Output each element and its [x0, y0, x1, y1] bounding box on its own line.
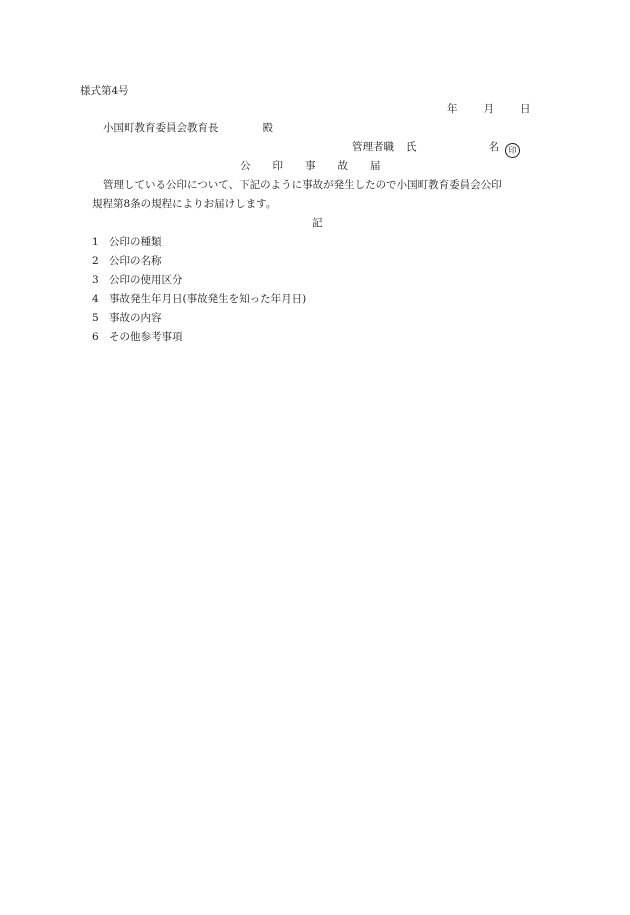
item-number: 5: [92, 312, 99, 324]
item-text: 公印の種類: [109, 236, 162, 248]
title-char: 事: [305, 160, 316, 172]
body-text-line-2: 規程第8条の規程によりお届けします。: [92, 198, 277, 210]
item-number: 4: [92, 293, 99, 305]
sender-name-label-2: 名: [488, 141, 499, 153]
list-item: [92, 294, 306, 305]
sender: [352, 142, 520, 158]
item-number: 6: [92, 331, 99, 343]
item-text: その他参考事項: [109, 331, 183, 343]
item-text: 事故の内容: [109, 312, 162, 324]
ki-heading: 記: [312, 217, 323, 229]
date-month-label: 月: [483, 103, 494, 115]
date-year-label: 年: [447, 103, 458, 115]
addressee-name: 小国町教育委員会教育長: [103, 122, 219, 134]
seal-icon: 印: [505, 143, 520, 158]
item-number: 2: [92, 255, 99, 267]
item-text: 事故発生年月日(事故発生を知った年月日): [109, 293, 307, 305]
body-text-line-1: 管理している公印について、下記のように事故が発生したので小国町教育委員会公印: [103, 179, 502, 191]
date-day-label: 日: [520, 103, 531, 115]
item-text: 公印の名称: [109, 255, 162, 267]
item-text: 公印の使用区分: [109, 274, 183, 286]
addressee: [103, 123, 273, 134]
document-title: [240, 161, 403, 172]
addressee-honorific: 殿: [262, 122, 273, 134]
title-char: 公: [240, 160, 251, 172]
item-number: 3: [92, 274, 99, 286]
title-char: 印: [272, 160, 283, 172]
list-item: [92, 256, 162, 267]
sender-title: 管理者職: [352, 141, 394, 153]
title-char: 故: [337, 160, 348, 172]
date-line: [447, 104, 531, 115]
item-number: 1: [92, 236, 99, 248]
list-item: [92, 313, 162, 324]
list-item: [92, 275, 183, 286]
title-char: 届: [370, 160, 381, 172]
list-item: [92, 237, 162, 248]
sender-name-label-1: 氏: [406, 141, 417, 153]
list-item: [92, 332, 183, 343]
form-number: 様式第4号: [80, 85, 129, 97]
